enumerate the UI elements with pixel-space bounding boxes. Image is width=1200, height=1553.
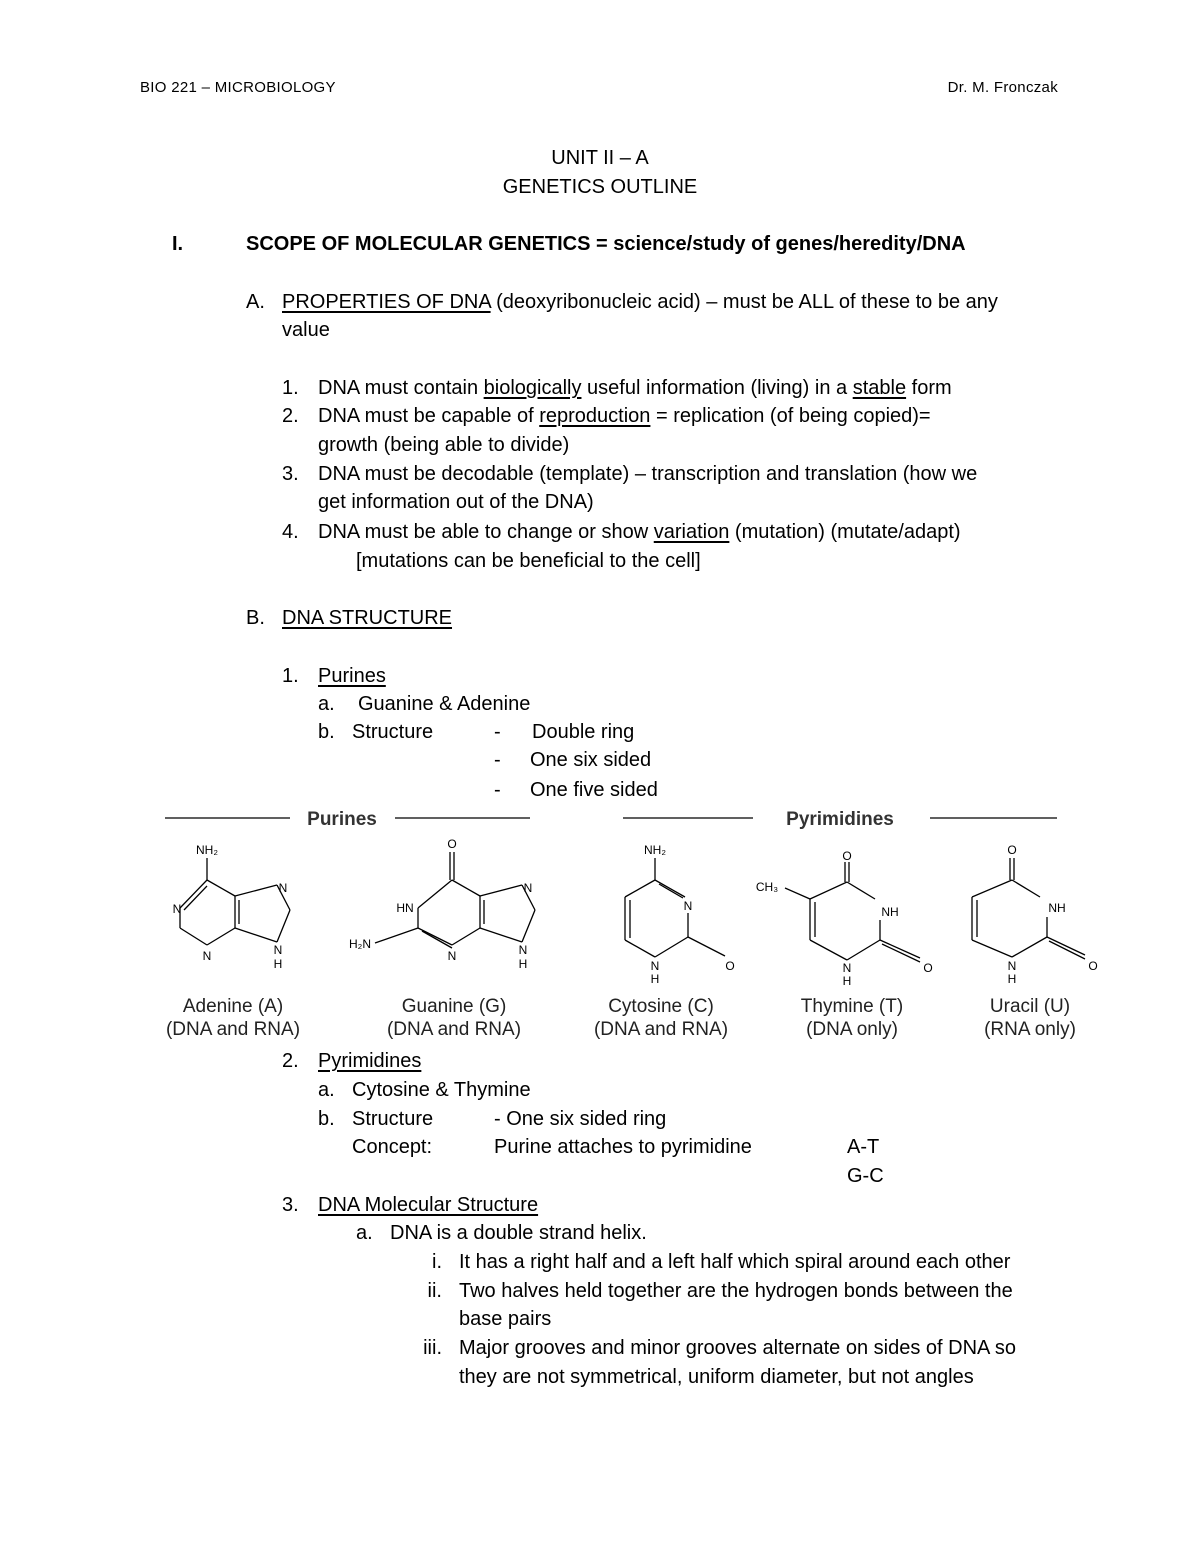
- nitrogen-label: N: [1007, 959, 1017, 973]
- list-item: [318, 404, 931, 428]
- imine-label: HN: [396, 901, 414, 915]
- list-item: DNA must be decodable (template) – transcription and translation (how we: [318, 463, 978, 485]
- pyrimidines-heading: Pyrimidines: [318, 1050, 422, 1072]
- list-item-label: Structure: [352, 721, 434, 743]
- purines-heading: Purines: [318, 665, 386, 687]
- structure-point: One six sided: [530, 749, 652, 771]
- list-number: 2.: [282, 405, 299, 427]
- base-note-guanine: (DNA and RNA): [386, 1019, 522, 1040]
- subsection-heading-underlined: PROPERTIES OF DNA: [282, 291, 491, 313]
- bullet-dash: -: [494, 721, 501, 743]
- oxygen-label: O: [447, 837, 457, 851]
- nitrogen-label: N: [518, 943, 528, 957]
- subsection-letter: B.: [246, 607, 265, 629]
- oxygen-label: O: [923, 961, 933, 975]
- list-item: Guanine & Adenine: [358, 693, 531, 715]
- base-name-cytosine: Cytosine (C): [608, 996, 714, 1017]
- subsection-heading: [282, 290, 998, 314]
- list-number: 4.: [282, 521, 299, 543]
- list-item: Two halves held together are the hydrogen bonds between the: [459, 1280, 1013, 1302]
- subsection-letter: A.: [246, 291, 265, 313]
- item-underlined: variation: [653, 521, 730, 543]
- item-text: DNA must contain: [318, 377, 484, 399]
- list-item-continued: they are not symmetrical, uniform diameter, but not angles: [459, 1366, 974, 1388]
- base-name-thymine: Thymine (T): [800, 996, 904, 1017]
- nucleobase-structures: [150, 800, 1100, 1050]
- item-text: DNA must be able to change or show: [318, 521, 654, 543]
- section-heading: SCOPE OF MOLECULAR GENETICS = science/study of genes/heredity/DNA: [246, 233, 966, 255]
- list-item-continued: growth (being able to divide): [318, 434, 570, 456]
- hydrogen-label: H: [273, 957, 283, 971]
- nitrogen-label: N: [842, 961, 852, 975]
- roman-numeral: iii.: [423, 1337, 442, 1359]
- base-note-adenine: (DNA and RNA): [165, 1019, 301, 1040]
- list-item-continued: [mutations can be beneficial to the cell]: [356, 550, 701, 572]
- hydrogen-label: H: [842, 974, 852, 988]
- list-letter: a.: [318, 1079, 335, 1101]
- amino-group-label: NH₂: [196, 843, 218, 857]
- subsection-heading: DNA STRUCTURE: [282, 607, 453, 629]
- bullet-dash: -: [494, 779, 501, 801]
- list-item-continued: get information out of the DNA): [318, 491, 594, 513]
- list-number: 3.: [282, 1194, 299, 1216]
- structure-point: Double ring: [532, 721, 635, 743]
- purines-figure-heading: Purines: [307, 809, 377, 830]
- item-text: = replication (of being copied)=: [650, 405, 931, 427]
- list-item-label: Structure: [352, 1108, 434, 1130]
- list-number: 2.: [282, 1050, 299, 1072]
- subsection-heading-rest: (deoxyribonucleic acid) – must be ALL of these to be any: [490, 291, 998, 313]
- list-item: [318, 520, 961, 544]
- base-pair: A-T: [847, 1136, 880, 1158]
- item-text: (mutation) (mutate/adapt): [729, 521, 961, 543]
- base-name-uracil: Uracil (U): [989, 996, 1071, 1017]
- nitrogen-label: N: [523, 881, 533, 895]
- document-title: GENETICS OUTLINE: [502, 176, 698, 198]
- item-underlined: reproduction: [539, 405, 651, 427]
- nitrogen-label: N: [273, 943, 283, 957]
- item-underlined: stable: [852, 377, 907, 399]
- imine-label: NH: [1048, 901, 1066, 915]
- list-item: It has a right half and a left half which spiral around each other: [459, 1251, 1011, 1273]
- list-letter: b.: [318, 1108, 335, 1130]
- list-item: [318, 376, 952, 400]
- base-note-uracil: (RNA only): [984, 1019, 1076, 1040]
- concept-text: Purine attaches to pyrimidine: [494, 1136, 752, 1158]
- list-number: 3.: [282, 463, 299, 485]
- nitrogen-label: N: [683, 899, 693, 913]
- list-letter: a.: [318, 693, 335, 715]
- subsection-heading-continued: value: [282, 319, 330, 341]
- list-letter: b.: [318, 721, 335, 743]
- list-number: 1.: [282, 665, 299, 687]
- concept-label: Concept:: [352, 1136, 433, 1158]
- nucleobase-figure: [150, 800, 1100, 1050]
- instructor-header: Dr. M. Fronczak: [947, 79, 1058, 96]
- imine-label: NH: [881, 905, 899, 919]
- guanine-structure: [349, 837, 535, 971]
- structure-point: - One six sided ring: [494, 1108, 667, 1130]
- hydrogen-label: H: [518, 957, 528, 971]
- bullet-dash: -: [494, 749, 501, 771]
- base-note-cytosine: (DNA and RNA): [593, 1019, 729, 1040]
- hydrogen-label: H: [1007, 972, 1017, 986]
- course-header: BIO 221 – MICROBIOLOGY: [140, 79, 336, 96]
- list-item-continued: base pairs: [459, 1308, 552, 1330]
- nitrogen-label: N: [202, 949, 212, 963]
- oxygen-label: O: [1088, 959, 1098, 973]
- oxygen-label: O: [842, 849, 852, 863]
- methyl-group-label: CH₃: [755, 880, 779, 894]
- list-item: DNA is a double strand helix.: [390, 1222, 647, 1244]
- oxygen-label: O: [725, 959, 735, 973]
- item-text: form: [906, 377, 952, 399]
- list-number: 1.: [282, 377, 299, 399]
- nitrogen-label: N: [447, 949, 457, 963]
- nitrogen-label: N: [172, 902, 182, 916]
- molecular-structure-heading: DNA Molecular Structure: [318, 1194, 539, 1216]
- nitrogen-label: N: [650, 959, 660, 973]
- cytosine-structure: [625, 843, 735, 986]
- base-name-guanine: Guanine (G): [401, 996, 507, 1017]
- nitrogen-label: N: [278, 881, 288, 895]
- amino-group-label: NH₂: [644, 843, 666, 857]
- base-name-adenine: Adenine (A): [182, 996, 284, 1017]
- section-numeral: I.: [172, 233, 184, 255]
- item-text: useful information (living) in a: [581, 377, 853, 399]
- roman-numeral: ii.: [427, 1280, 442, 1302]
- oxygen-label: O: [1007, 843, 1017, 857]
- list-item: Cytosine & Thymine: [352, 1079, 531, 1101]
- pyrimidines-figure-heading: Pyrimidines: [786, 809, 894, 830]
- base-pair: G-C: [847, 1165, 884, 1187]
- uracil-structure: [972, 843, 1098, 986]
- hydrogen-label: H: [650, 972, 660, 986]
- amino-group-label: H₂N: [349, 937, 371, 951]
- list-letter: a.: [356, 1222, 373, 1244]
- base-note-thymine: (DNA only): [806, 1019, 898, 1040]
- item-text: DNA must be capable of: [318, 405, 540, 427]
- item-underlined: biologically: [483, 377, 582, 399]
- unit-title: UNIT II – A: [551, 147, 649, 169]
- thymine-structure: [756, 849, 933, 988]
- adenine-structure: [173, 843, 290, 971]
- structure-point: One five sided: [530, 779, 658, 801]
- list-item: Major grooves and minor grooves alternate on sides of DNA so: [459, 1337, 1016, 1359]
- roman-numeral: i.: [432, 1251, 442, 1273]
